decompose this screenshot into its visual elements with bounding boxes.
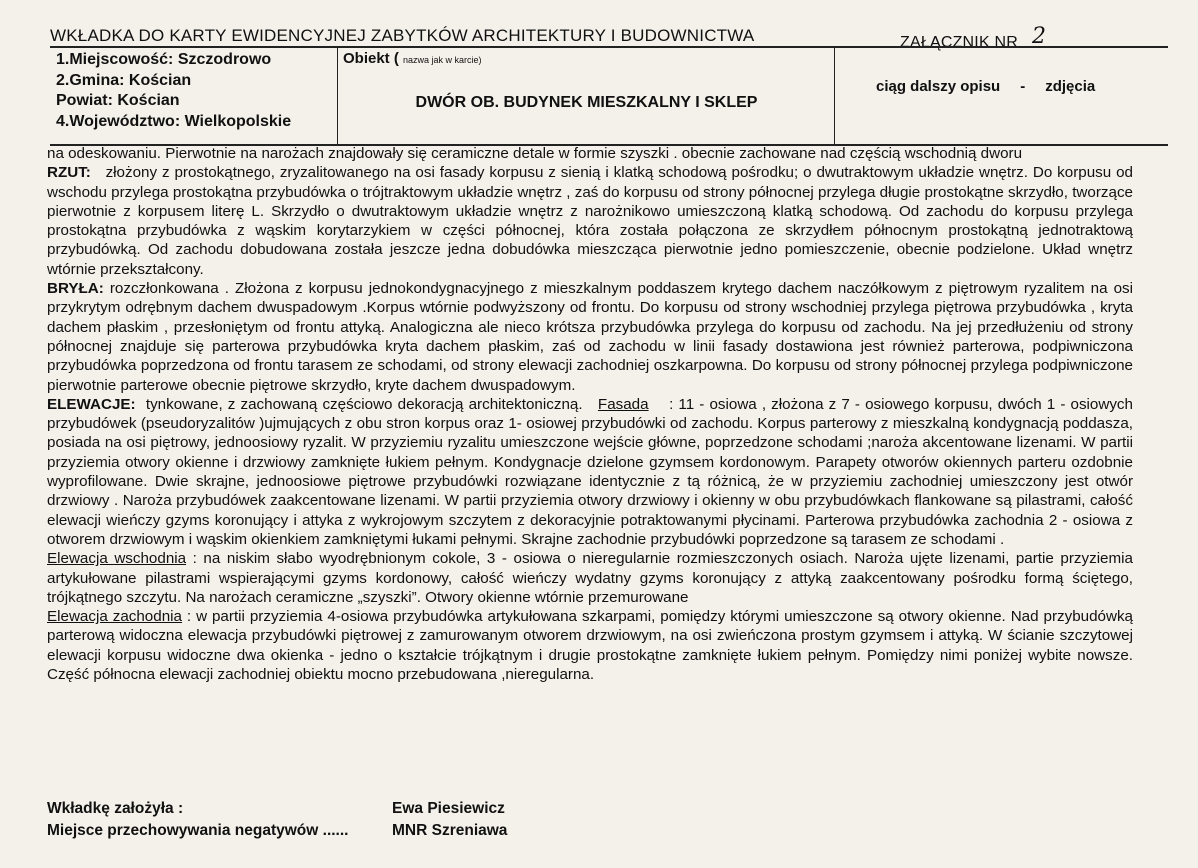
elewacje-heading: ELEWACJE: xyxy=(47,395,136,413)
author-label: Wkładkę założyła : xyxy=(47,800,184,817)
footer xyxy=(47,798,747,842)
object-value: DWÓR OB. BUDYNEK MIESZKALNY I SKLEP xyxy=(415,94,758,111)
storage-row xyxy=(47,820,747,842)
header-table xyxy=(50,46,1168,146)
wschodnia-text: : na niskim słabo wyodrębnionym cokole, 3 - osiowa o nieregularnie rozmieszczonych osiach. Naroża ujęte lizenami, partie przyziemia artykułowane pilastrami wspierającymi gzyms kordonowy, całość wieńczy wydatny gzyms koronujący z attyką zaakcentowany pośrodku formą ściętego, trójkątnego szczytu. Na narożach ceramiczne „szyszki”. Otwory okienne wtórnie przemurowane xyxy=(47,550,1133,606)
author-value: Ewa Piesiewicz xyxy=(392,800,505,817)
location-town: 1.Miejscowość: Szczodrowo xyxy=(56,51,272,68)
location-commune: 2.Gmina: Kościan xyxy=(56,71,192,89)
rzut-heading: RZUT: xyxy=(47,164,91,182)
elewacje-intro: tynkowane, z zachowaną częściowo dekoracją architektoniczną. xyxy=(145,395,583,413)
wschodnia-label: Elewacja wschodnia xyxy=(47,550,187,568)
storage-label: Miejsce przechowywania negatywów ...... xyxy=(47,822,349,839)
object-cell xyxy=(339,48,835,144)
rzut-text: złożony z prostokątnego, zryzalitowanego na osi fasady korpusu z sienią i klatką schodową pośrodku; o dwutraktowym układzie wnętrz. Do korpusu od wschodu przylega prostokątna przybudówka o trójtraktowym układzie wnętrz , zaś do korpusu od strony północnej przylega długie prostokątne skrzydło, tworzące pierwotnie z korpusem literę L. Skrzydło o dwutraktowym układzie wnętrz z narożnikowo umieszczoną klatką schodową. Od zachodu do korpusu przylega prostokątna przybudówka z wąskim korytarzykiem w części północnej, która została połączona ze skrzydłem północnym prostokątną jednotraktową przybudówką. Od zachodu dobudowana została jeszcze jedna dobudówka mieszcząca pierwotnie jedno pomieszczenie, obecnie podzielone. Układ wnętrz wtórnie przekształcony. xyxy=(47,164,1133,278)
zachodnia-section xyxy=(47,607,1133,684)
zachodnia-label: Elewacja zachodnia xyxy=(47,608,182,626)
bryla-text: rozczłonkowana . Złożona z korpusu jednokondygnacyjnego z mieszkalnym poddaszem krytego dachem naczółkowym z piętrowym ryzalitem na osi przykrytym odrębnym dachem dwuspadowym .Korpus wtórnie podwyższony od frontu. Do korpusu od strony wschodniej przylega piętrowa przybudówka , kryta dachem płaskim , przesłoniętym od frontu attyką. Analogiczna ale nieco krótsza przybudówka przylega do korpusu od zachodu. Na jej przedłużeniu od strony północnej znajduje się parterowa przybudówka kryta dachem płaskim, zaś od zachodu w linii fasady dostawiona jest również parterowa, podpiwniczona przybudówka poprzedzona od frontu tarasem ze schodami, od strony elewacji zachodniej oszkarpowna. Do korpusu od strony północnej przylega podpiwniczone pierwotnie parterowe obecnie piętrowe skrzydło, kryte dachem dwuspadowym. xyxy=(47,280,1133,394)
continuation-text: ciąg dalszy opisu - zdjęcia xyxy=(876,78,1096,95)
wschodnia-section xyxy=(47,549,1133,607)
elewacje-section xyxy=(47,395,1133,549)
annex-number: 2 xyxy=(1031,24,1047,49)
continuation-cell xyxy=(836,48,1168,144)
fasada-label: Fasada xyxy=(597,395,649,413)
storage-value: MNR Szreniawa xyxy=(392,822,508,839)
bryla-section xyxy=(47,279,1133,395)
location-county: Powiat: Kościan xyxy=(56,92,180,109)
intro-paragraph: na odeskowaniu. Pierwotnie na narożach znajdowały się ceramiczne detale w formie szyszki . obecnie zachowane nad częścią wschodnią dworu xyxy=(47,145,1023,162)
bryla-heading: BRYŁA: xyxy=(47,280,104,298)
document-title: WKŁADKA DO KARTY EWIDENCYJNEJ ZABYTKÓW ARCHITEKTURY I BUDOWNICTWA xyxy=(50,26,755,45)
rzut-section xyxy=(47,163,1133,279)
description-body xyxy=(47,144,1133,684)
fasada-text: : 11 - osiowa , złożona z 7 - osiowego korpusu, dwóch 1 - osiowych przybudówek (pseudoryzalitów )ujmujących z obu stron korpus oraz 1- osiowej przybudówki od zachodu. Korpus parterowy z mieszkalną kondygnacją poddasza, posiada na osi piętrowy, jednoosiowy ryzalit. W przyziemiu ryzalitu umieszczone wejście główne, poprzedzone schodami ;naroża akcentowane lizenami. W partii przyziemia otwory okienne i drzwiowy zamknięte łukiem pełnym. Kondygnacje dzielone gzymsem kordonowym. Parapety otworów okiennych parteru ozdobnie wyprofilowane. Dwie skrajne, jednoosiowe piętrowe przybudówki rozwiązane identycznie z tą różnicą, że w przyziemiu zachodniej umieszczony jest otwór drzwiowy . Naroża przybudówek zaakcentowane lizenami. W partii przyziemia otwory drzwiowy i okienny w obu przybudówkach flankowane są pilastrami, całość elewacji wieńczy gzyms koronujący i attyka z wykrojowym szczytem z dekoracyjnie potraktowanymi płycinami. Parterowa przybudówka zachodnia 2 - osiowa z otworem drzwiowym i wąskim okienkiem zamkniętymi łukami pełnymi. Skrajne zachodnie przybudówki poprzedzone są tarasem ze schodami . xyxy=(47,395,1133,548)
title-row xyxy=(50,24,1168,51)
location-voivodeship: 4.Województwo: Wielkopolskie xyxy=(56,112,292,130)
zachodnia-text: : w partii przyziemia 4-osiowa przybudówka artykułowana szkarpami, pomiędzy którymi umieszczone są otwory okienne. Nad przybudówką parterową widoczna elewacja przybudówki piętrowej z zamurowanym otworem drzwiowym, na osi zwieńczona prostym gzymsem i attyką. W ścianie szczytowej elewacji korpusu widoczne dwa okienka - jedno o kształcie trójkątnym i drugie prostokątne zamknięte łukiem pełnym. Pomiędzy nimi poniżej wybite nowsze. Część północna elewacji zachodniej obiektu mocno przebudowana ,nieregularna. xyxy=(47,608,1133,684)
author-row xyxy=(47,798,747,820)
location-cell xyxy=(50,48,338,144)
annex-label: ZAŁĄCZNIK NR 2 xyxy=(900,24,1047,51)
object-label: Obiekt ( nazwa jak w karcie) xyxy=(343,50,482,67)
